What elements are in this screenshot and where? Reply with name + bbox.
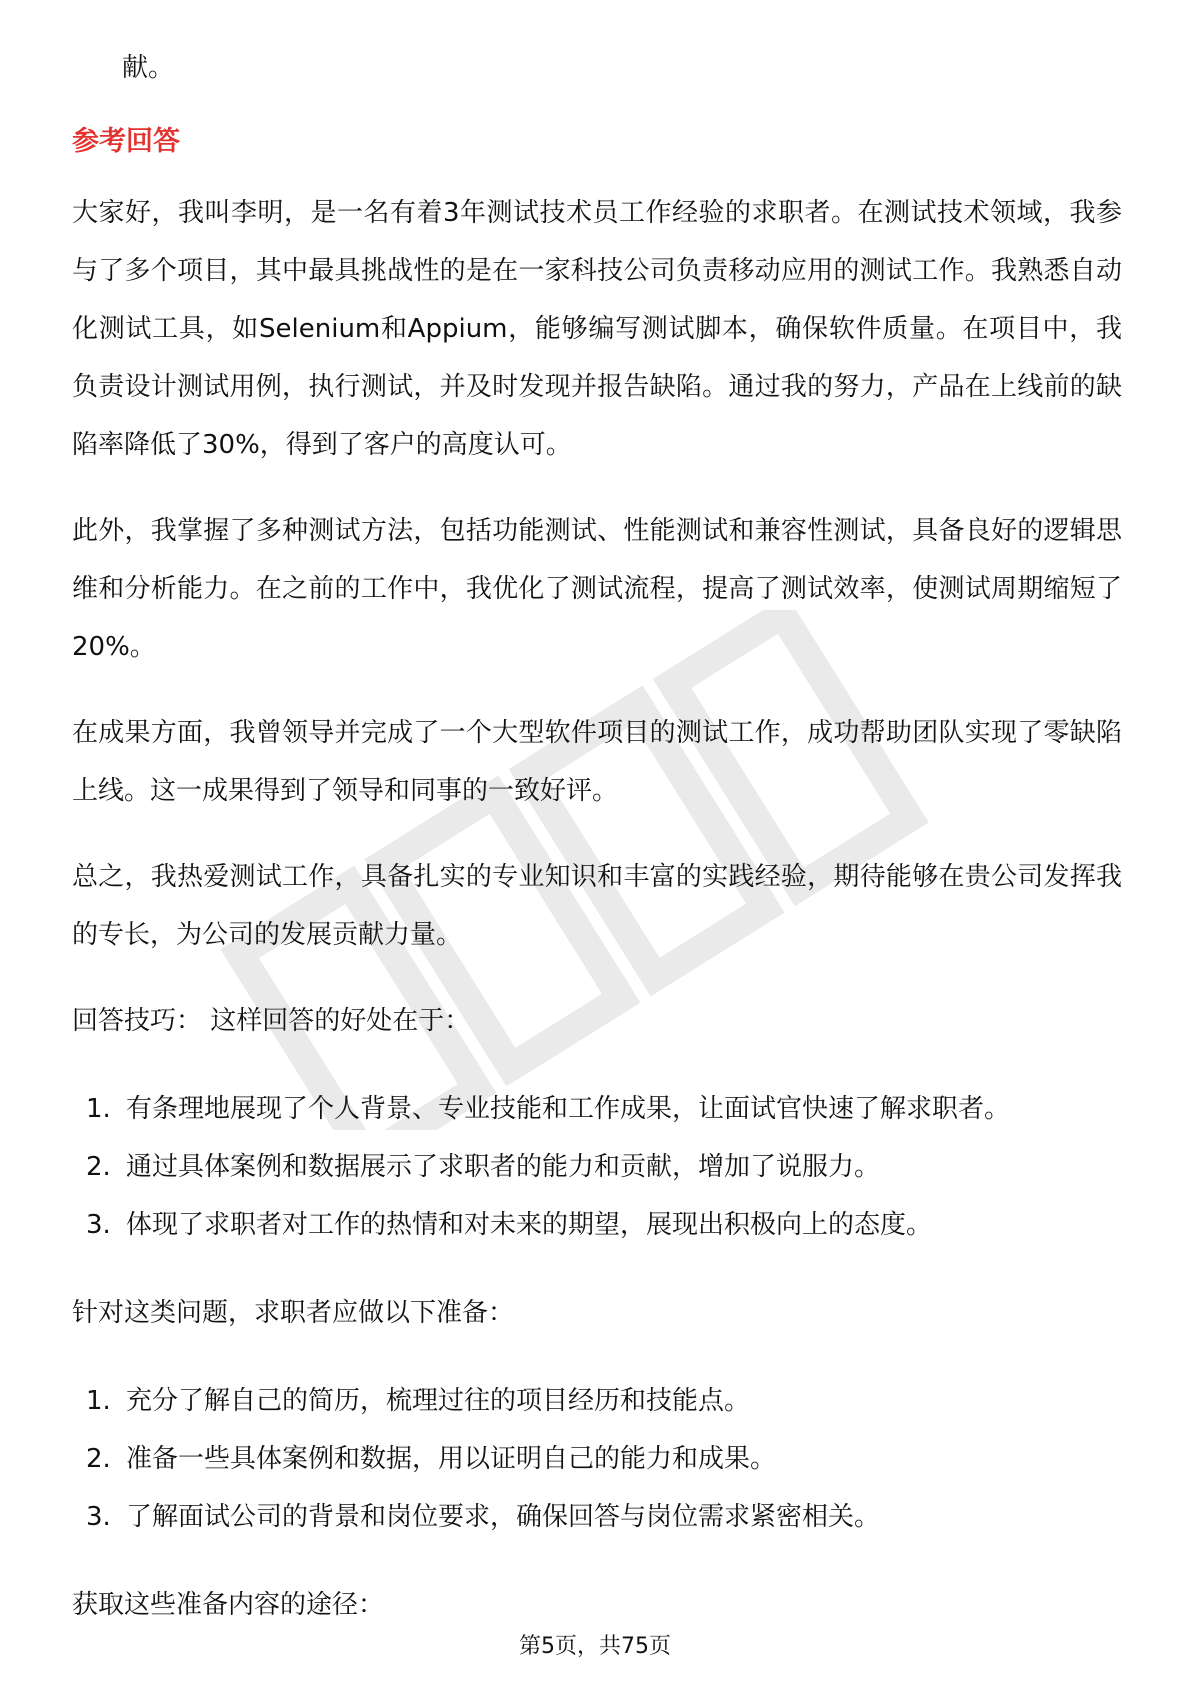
list-item xyxy=(72,1138,1122,1196)
prep-list xyxy=(72,1372,1122,1546)
list-item xyxy=(72,1430,1122,1488)
list-item-text: 有条理地展现了个人背景、专业技能和工作成果，让面试官快速了解求职者。 xyxy=(126,1094,1011,1124)
answer-paragraph-4: 总之，我热爱测试工作，具备扎实的专业知识和丰富的实践经验，期待能够在贵公司发挥我的专长，为公司的发展贡献力量。 xyxy=(72,862,1122,950)
list-item-number: 3. xyxy=(86,1502,111,1532)
document-body xyxy=(72,48,1122,1664)
list-item-text: 通过具体案例和数据展示了求职者的能力和贡献，增加了说服力。 xyxy=(126,1152,881,1182)
list-item-number: 1. xyxy=(86,1094,111,1124)
list-item-number: 2. xyxy=(86,1152,111,1182)
list-item-text: 充分了解自己的简历，梳理过往的项目经历和技能点。 xyxy=(126,1386,751,1416)
previous-text-continuation: 献。 xyxy=(122,53,175,83)
list-item-number: 3. xyxy=(86,1210,111,1240)
list-item xyxy=(72,1196,1122,1254)
page-footer: 第5页，共75页 xyxy=(519,1634,671,1659)
list-item xyxy=(72,1080,1122,1138)
list-item-number: 2. xyxy=(86,1444,111,1474)
section-heading: 参考回答 xyxy=(72,126,180,157)
list-item xyxy=(72,1488,1122,1546)
list-item-text: 体现了求职者对工作的热情和对未来的期望，展现出积极向上的态度。 xyxy=(126,1210,933,1240)
answer-paragraph-2: 此外，我掌握了多种测试方法，包括功能测试、性能测试和兼容性测试，具备良好的逻辑思维和分析能力。在之前的工作中，我优化了测试流程，提高了测试效率，使测试周期缩短了20%。 xyxy=(72,516,1122,662)
prep-label: 针对这类问题，求职者应做以下准备： xyxy=(72,1298,515,1328)
list-item xyxy=(72,1372,1122,1430)
list-item-text: 了解面试公司的背景和岗位要求，确保回答与岗位需求紧密相关。 xyxy=(126,1502,881,1532)
answer-paragraph-3: 在成果方面，我曾领导并完成了一个大型软件项目的测试工作，成功帮助团队实现了零缺陷上线。这一成果得到了领导和同事的一致好评。 xyxy=(72,718,1122,806)
tips-label: 回答技巧： 这样回答的好处在于： xyxy=(72,1006,471,1036)
tips-list xyxy=(72,1080,1122,1254)
ways-label: 获取这些准备内容的途径： xyxy=(72,1590,385,1620)
list-item-text: 准备一些具体案例和数据，用以证明自己的能力和成果。 xyxy=(126,1444,777,1474)
list-item-number: 1. xyxy=(86,1386,111,1416)
answer-paragraph-1: 大家好，我叫李明，是一名有着3年测试技术员工作经验的求职者。在测试技术领域，我参与了多个项目，其中最具挑战性的是在一家科技公司负责移动应用的测试工作。我熟悉自动化测试工具，如Selenium和Appium，能够编写测试脚本，确保软件质量。在项目中，我负责设计测试用例，执行测试，并及时发现并报告缺陷。通过我的努力，产品在上线前的缺陷率降低了30%，得到了客户的高度认可。 xyxy=(72,198,1122,460)
